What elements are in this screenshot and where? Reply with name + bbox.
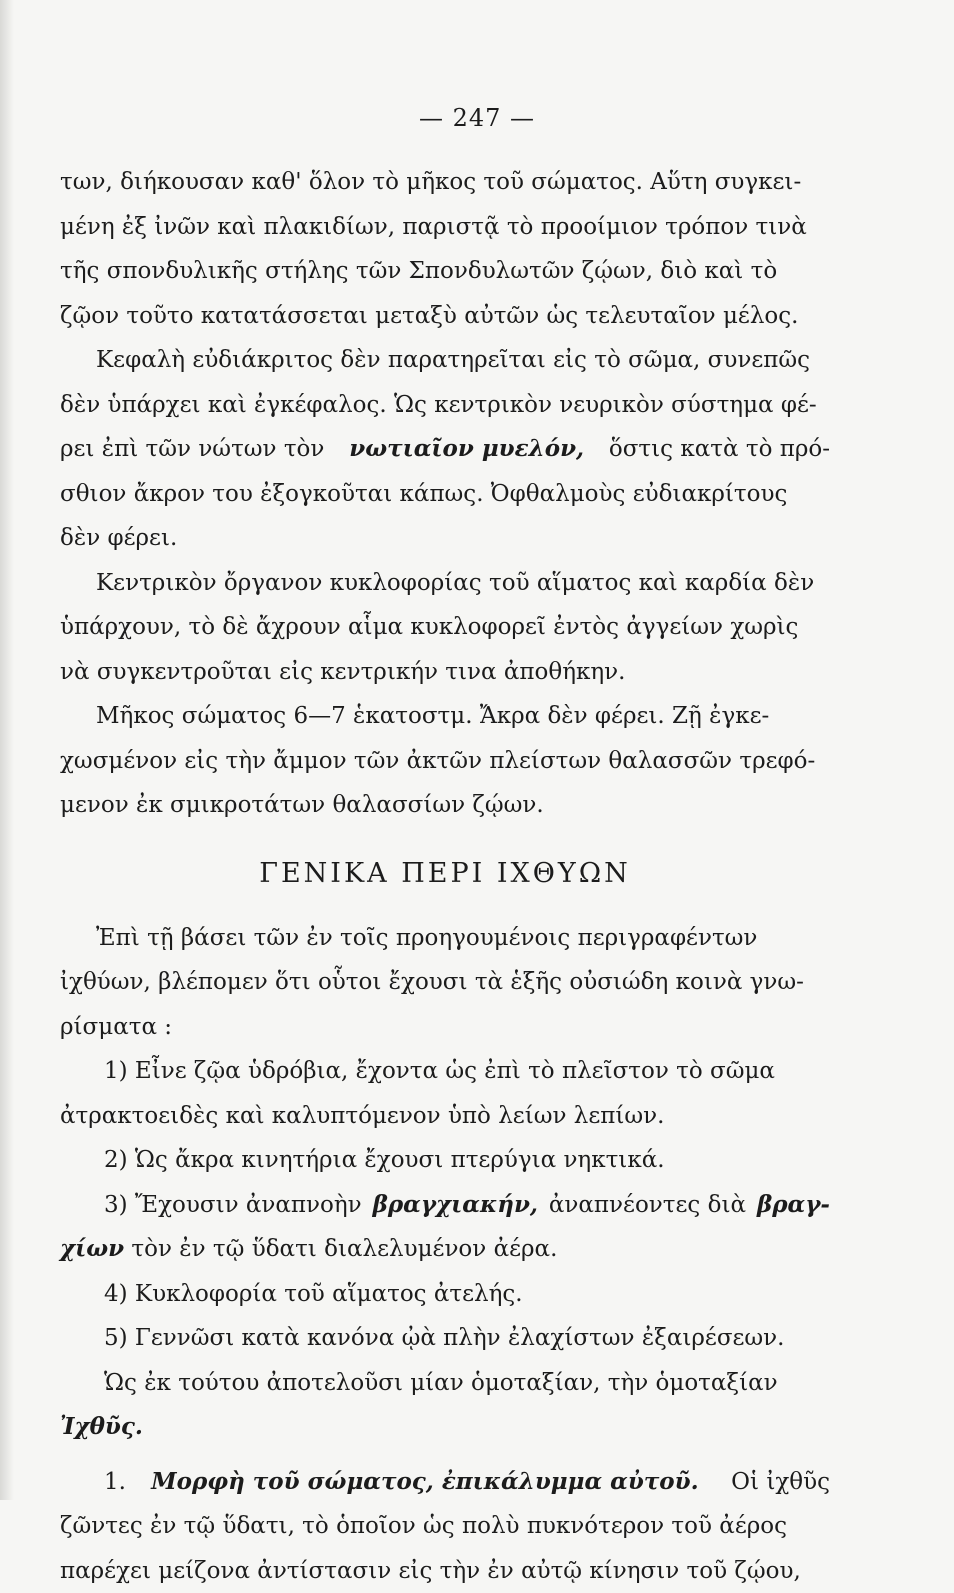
text-line: χωσμένον εἰς τὴν ἄμμον τῶν ἀκτῶν πλείστων θαλασσῶν τρεφό- — [60, 739, 830, 784]
text-line: ρει ἐπὶ τῶν νώτων τὸν νωτιαῖον μυελόν, ὅστις κατὰ τὸ πρό- — [60, 427, 830, 472]
list-item: 3) Ἔχουσιν ἀναπνοὴν βραγχιακήν, ἀναπνέοντες διὰ βραγ- — [60, 1183, 830, 1228]
spacer — [60, 1450, 830, 1460]
emphasis-term: βραγ- — [757, 1183, 830, 1228]
text-line: σθιον ἄκρον του ἐξογκοῦται κάπως. Ὀφθαλμοὺς εὐδιακρίτους — [60, 472, 830, 517]
emphasis-term: νωτιαῖον μυελόν, — [349, 427, 584, 472]
text-line: μενον ἐκ σμικροτάτων θαλασσίων ζῴων. — [60, 783, 830, 828]
text-line: μένη ἐξ ἰνῶν καὶ πλακιδίων, παριστᾷ τὸ προοίμιον τρόπον τινὰ — [60, 205, 830, 250]
text-line: νὰ συγκεντροῦται εἰς κεντρικήν τινα ἀποθήκην. — [60, 650, 830, 695]
section-heading: ΓΕΝΙΚΑ ΠΕΡΙ ΙΧΘΥΩΝ — [60, 854, 830, 894]
page-number: — 247 — — [0, 104, 954, 132]
text-line: ρίσματα : — [60, 1005, 830, 1050]
page-edge-shadow — [0, 0, 14, 1500]
text-line: ὑπάρχουν, τὸ δὲ ἄχρουν αἷμα κυκλοφορεῖ ἐντὸς ἀγγείων χωρὶς — [60, 605, 830, 650]
page-body — [60, 160, 830, 1593]
text-line: ζῶντες ἐν τῷ ὕδατι, τὸ ὁποῖον ὡς πολὺ πυκνότερον τοῦ ἀέρος — [60, 1504, 830, 1549]
text-line: ἀτρακτοειδὲς καὶ καλυπτόμενον ὑπὸ λείων λεπίων. — [60, 1094, 830, 1139]
text-line: τῆς σπονδυλικῆς στήλης τῶν Σπονδυλωτῶν ζῴων, διὸ καὶ τὸ — [60, 249, 830, 294]
text-line: των, διήκουσαν καθ' ὅλον τὸ μῆκος τοῦ σώματος. Αὕτη συγκει- — [60, 160, 830, 205]
list-item: 2) Ὡς ἄκρα κινητήρια ἔχουσι πτερύγια νηκτικά. — [60, 1138, 830, 1183]
list-item: 5) Γεννῶσι κατὰ κανόνα ᾠὰ πλὴν ἐλαχίστων ἐξαιρέσεων. — [60, 1316, 830, 1361]
text-line — [60, 1405, 830, 1450]
text-line: Μῆκος σώματος 6—7 ἑκατοστμ. Ἄκρα δὲν φέρει. Ζῇ ἐγκε- — [60, 694, 830, 739]
emphasis-term: χίων — [60, 1227, 124, 1272]
emphasis-term: Ἰχθῦς. — [60, 1405, 143, 1450]
text-line: Κεντρικὸν ὄργανον κυκλοφορίας τοῦ αἵματος καὶ καρδία δὲν — [60, 561, 830, 606]
subsection-line: 1. Μορφὴ τοῦ σώματος, ἐπικάλυμμα αὐτοῦ. Οἱ ἰχθῦς — [60, 1460, 830, 1505]
list-item: 4) Κυκλοφορία τοῦ αἵματος ἀτελής. — [60, 1272, 830, 1317]
text-line: παρέχει μείζονα ἀντίστασιν εἰς τὴν ἐν αὐτῷ κίνησιν τοῦ ζῴου, — [60, 1549, 830, 1593]
text-line: χίων τὸν ἐν τῷ ὕδατι διαλελυμένον ἀέρα. — [60, 1227, 830, 1272]
text-line: Ὡς ἐκ τούτου ἀποτελοῦσι μίαν ὁμοταξίαν, τὴν ὁμοταξίαν — [60, 1361, 830, 1406]
subsection-title: Μορφὴ τοῦ σώματος, ἐπικάλυμμα αὐτοῦ. — [151, 1460, 698, 1505]
text-line: ζῷον τοῦτο κατατάσσεται μεταξὺ αὐτῶν ὡς τελευταῖον μέλος. — [60, 294, 830, 339]
text-line: δὲν ὑπάρχει καὶ ἐγκέφαλος. Ὡς κεντρικὸν νευρικὸν σύστημα φέ- — [60, 383, 830, 428]
text-line: Ἐπὶ τῇ βάσει τῶν ἐν τοῖς προηγουμένοις περιγραφέντων — [60, 916, 830, 961]
emphasis-term: βραγχιακήν, — [373, 1183, 538, 1228]
text-line: δὲν φέρει. — [60, 516, 830, 561]
list-item: 1) Εἶνε ζῷα ὑδρόβια, ἔχοντα ὡς ἐπὶ τὸ πλεῖστον τὸ σῶμα — [60, 1049, 830, 1094]
text-line: ἰχθύων, βλέπομεν ὅτι οὗτοι ἔχουσι τὰ ἑξῆς οὐσιώδη κοινὰ γνω- — [60, 960, 830, 1005]
text-line: Κεφαλὴ εὐδιάκριτος δὲν παρατηρεῖται εἰς τὸ σῶμα, συνεπῶς — [60, 338, 830, 383]
